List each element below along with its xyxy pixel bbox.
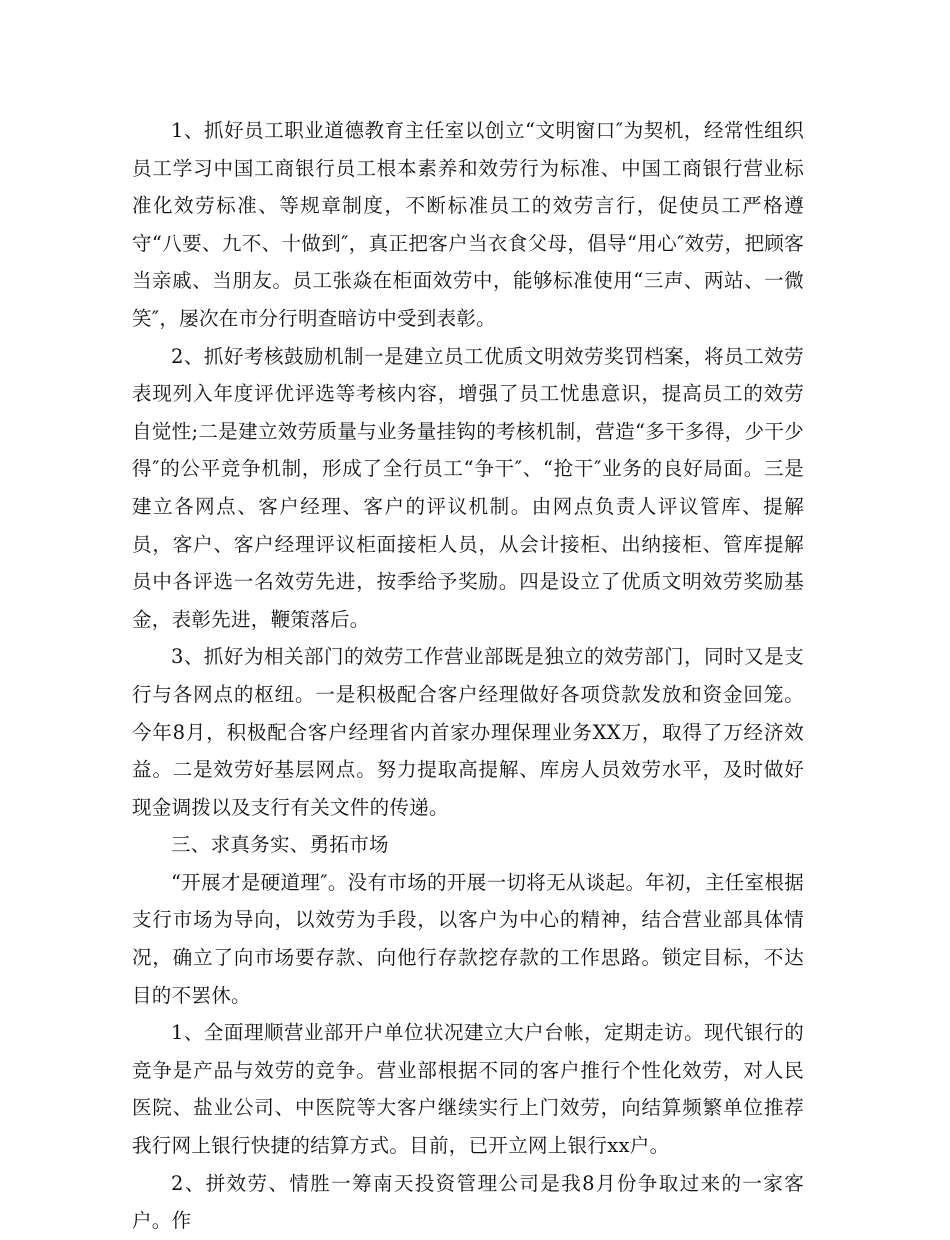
paragraph-4: “开展才是硬道理″。没有市场的开展一切将无从谈起。年初，主任室根据支行市场为导向，以效劳为手段，以客户为中心的精神，结合营业部具体情况，确立了向市场要存款、向他行存款挖存款的工作思路。锁定目标，不达目的不罢休。: [132, 870, 804, 1007]
paragraph-5: 1、全面理顺营业部开户单位状况建立大户台帐，定期走访。现代银行的竞争是产品与效劳的竞争。营业部根据不同的客户推行个性化效劳，对人民医院、盐业公司、中医院等大客户继续实行上门效劳，向结算频繁单位推荐我行网上银行快捷的结算方式。目前，已开立网上银行xx户。: [132, 1021, 804, 1158]
document-body: [132, 112, 804, 1240]
paragraph-3: 3、抓好为相关部门的效劳工作营业部既是独立的效劳部门，同时又是支行与各网点的枢纽。一是积极配合客户经理做好各项贷款发放和资金回笼。今年8月，积极配合客户经理省内首家办理保理业务XX万，取得了万经济效益。二是效劳好基层网点。努力提取高提解、库房人员效劳水平，及时做好现金调拨以及支行有关文件的传递。: [132, 645, 804, 819]
paragraph-1: 1、抓好员工职业道德教育主任室以创立“文明窗口″为契机，经常性组织员工学习中国工商银行员工根本素养和效劳行为标准、中国工商银行营业标准化效劳标准、等规章制度，不断标准员工的效劳言行，促使员工严格遵守“八要、九不、十做到″，真正把客户当衣食父母，倡导“用心″效劳，把顾客当亲戚、当朋友。员工张焱在柜面效劳中，能够标准使用“三声、两站、一微笑″，屡次在市分行明查暗访中受到表彰。: [132, 119, 804, 330]
section-heading: 三、求真务实、勇拓市场: [171, 833, 389, 857]
paragraph-2: 2、抓好考核鼓励机制一是建立员工优质文明效劳奖罚档案，将员工效劳表现列入年度评优评选等考核内容，增强了员工忧患意识，提高员工的效劳自觉性;二是建立效劳质量与业务量挂钩的考核机制，营造“多干多得，少干少得″的公平竞争机制，形成了全行员工“争干″、“抢干″业务的良好局面。三是建立各网点、客户经理、客户的评议机制。由网点负责人评议管库、提解员，客户、客户经理评议柜面接柜人员，从会计接柜、出纳接柜、管库提解员中各评选一名效劳先进，按季给予奖励。四是设立了优质文明效劳奖励基金，表彰先进，鞭策落后。: [132, 344, 804, 631]
paragraph-6: 2、拼效劳、情胜一筹南天投资管理公司是我8月份争取过来的一家客户。作: [132, 1171, 804, 1233]
